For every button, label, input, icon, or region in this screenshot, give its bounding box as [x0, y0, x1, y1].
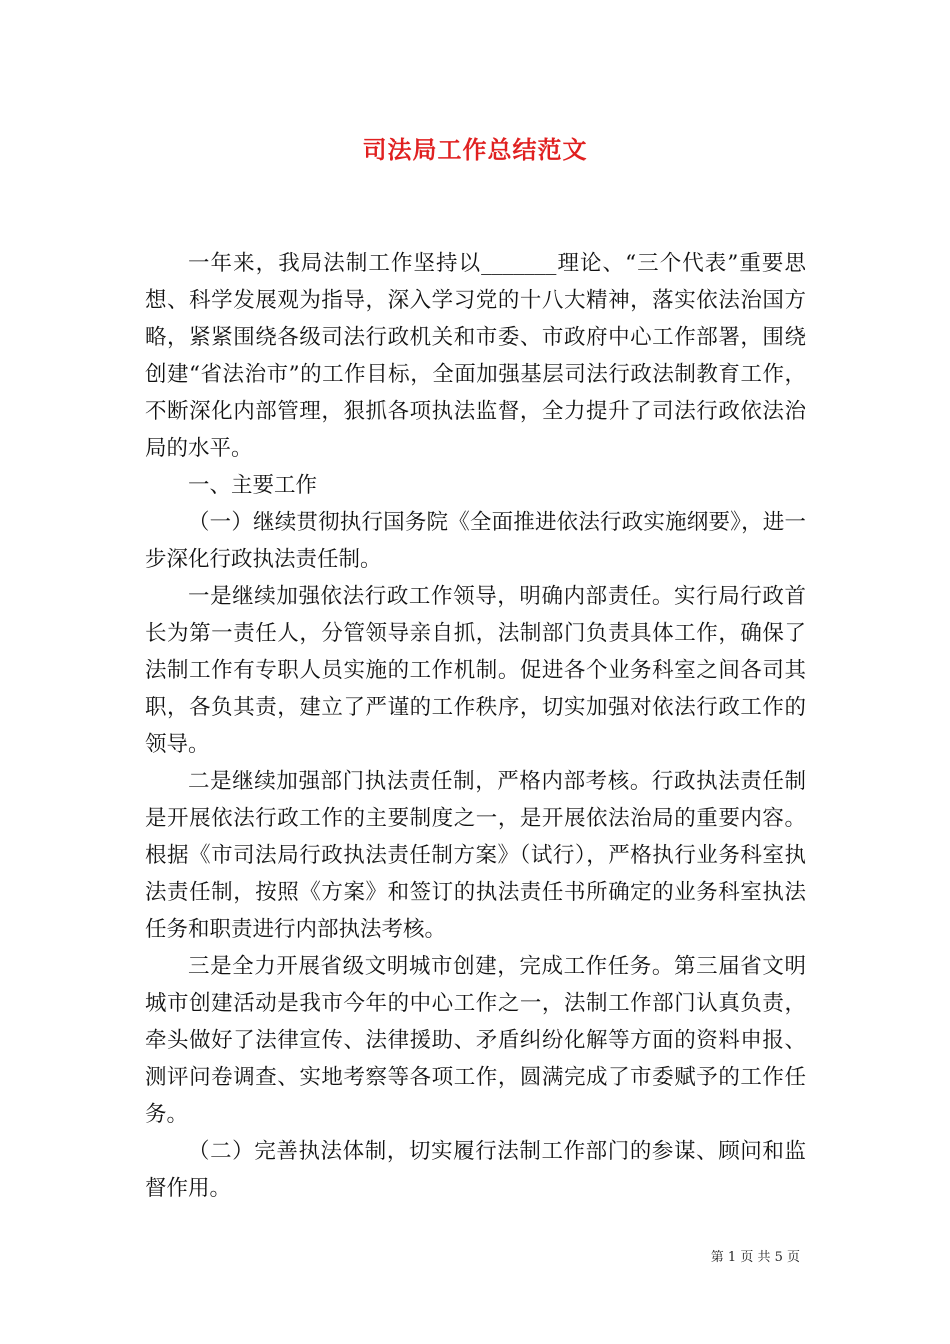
- paragraph-item-2: 二是继续加强部门执法责任制，严格内部考核。行政执法责任制是开展依法行政工作的主要制度之一，是开展依法治局的重要内容。根据《市司法局行政执法责任制方案》（试行），严格执行业务科室执法责任制，按照《方案》和签订的执法责任书所确定的业务科室执法任务和职责进行内部执法考核。: [145, 769, 806, 942]
- paragraph-item-1: 一是继续加强依法行政工作领导，明确内部责任。实行局行政首长为第一责任人，分管领导亲自抓，法制部门负责具体工作，确保了法制工作有专职人员实施的工作机制。促进各个业务科室之间各司其职，各负其责，建立了严谨的工作秩序，切实加强对依法行政工作的领导。: [145, 584, 806, 757]
- subsection-heading-2: （二）完善执法体制，切实履行法制工作部门的参谋、顾问和监督作用。: [145, 1139, 806, 1201]
- page-number: 第 1 页 共 5 页: [710, 1250, 800, 1265]
- subsection-heading-1: （一）继续贯彻执行国务院《全面推进依法行政实施纲要》，进一步深化行政执法责任制。: [145, 510, 806, 572]
- document-title: 司法局工作总结范文: [362, 135, 588, 164]
- document-body: [145, 245, 806, 1207]
- section-heading-main-work: 一、主要工作: [188, 473, 318, 498]
- paragraph-intro: 一年来，我局法制工作坚持以_______理论、“三个代表”重要思想、科学发展观为指导，深入学习党的十八大精神，落实依法治国方略，紧紧围绕各级司法行政机关和市委、市政府中心工作部署，围绕创建“省法治市”的工作目标，全面加强基层司法行政法制教育工作，不断深化内部管理，狠抓各项执法监督，全力提升了司法行政依法治局的水平。: [145, 251, 806, 461]
- paragraph-item-3: 三是全力开展省级文明城市创建，完成工作任务。第三届省文明城市创建活动是我市今年的中心工作之一，法制工作部门认真负责，牵头做好了法律宣传、法律援助、矛盾纠纷化解等方面的资料申报、测评问卷调查、实地考察等各项工作，圆满完成了市委赋予的工作任务。: [145, 954, 806, 1127]
